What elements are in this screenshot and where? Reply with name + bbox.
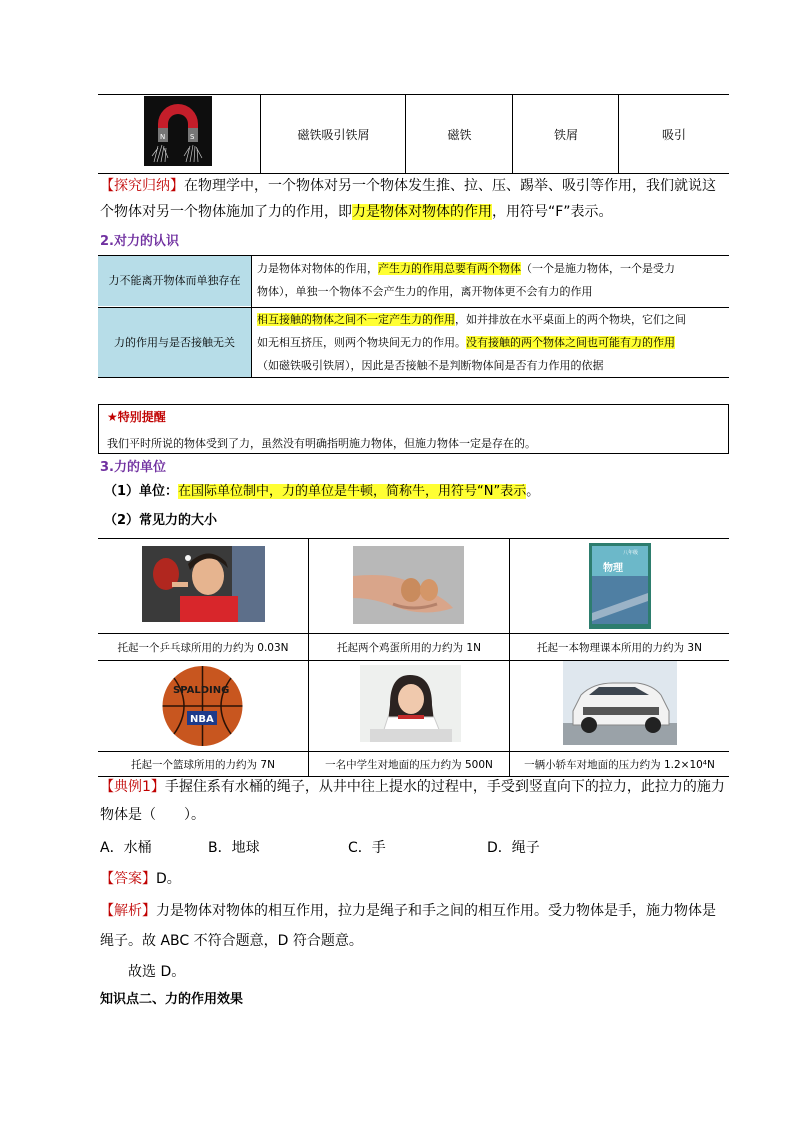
applier-cell: 磁铁 [405,95,513,173]
reminder-title: ★特别提醒 [107,410,166,424]
option-d: D．绳子 [487,840,540,856]
example-question-line1: 手握住系有水桶的绳子，从井中往上提水的过程中，手受到竖直向下的拉力，此拉力的施力 [164,779,725,795]
section-2-title: 2.对力的认识 [100,234,179,249]
concept-row2-label: 力的作用与是否接触无关 [98,308,251,377]
summary-paragraph [100,173,740,225]
answer-line [100,868,181,888]
example-tag: 【典例1】 [100,779,165,795]
concept-table [98,255,729,378]
force-caption-pingpong: 托起一个乒乓球所用的力约为 0.03N [117,641,289,654]
summary-line1: 在物理学中，一个物体对另一个物体发生推、拉、压、踢举、吸引等作用，我们就说这 [184,178,716,194]
magnet-image [144,96,212,166]
action-cell: 吸引 [618,95,729,173]
concept-col-divider [251,256,252,377]
summary-tag: 【探究归纳】 [100,178,184,194]
summary-line2-pre: 个物体对另一个物体施加了力的作用，即 [100,204,352,220]
answer-value: D。 [156,871,181,887]
section-3-title: 3.力的单位 [100,460,166,475]
unit-highlight: 在国际单位制中，力的单位是牛顿，简称牛，用符号“N”表示 [178,484,527,499]
option-c: C．手 [348,840,386,856]
row1-highlight: 产生力的作用总要有两个物体 [378,262,521,275]
row2-highlight1: 相互接触的物体之间不一定产生力的作用 [257,313,455,326]
student-writing-image [360,665,461,742]
row1-text-line2: 物体），单独一个物体不会产生力的作用，离开物体更不会有力的作用 [257,285,593,298]
example-question [100,773,740,829]
ball-league: NBA [190,714,214,725]
car-image [563,661,677,745]
row1-text-pre: 力是物体对物体的作用， [257,262,378,275]
unit-post: 。 [526,484,540,499]
option-b: B．地球 [208,840,260,856]
row1-text-post: （一个是施力物体，一个是受力 [521,262,675,275]
reminder-text: 我们平时所说的物体受到了力，虽然没有明确指明施力物体，但施力物体一定是存在的。 [107,437,536,450]
row2-highlight2: 没有接触的两个物体之间也可能有力的作用 [466,336,675,349]
summary-line2-post: ，用符号“F”表示。 [492,204,613,220]
force-caption-eggs: 托起两个鸡蛋所用的力约为 1N [337,641,481,654]
analysis-paragraph [100,896,740,956]
physics-textbook-image [589,543,651,629]
book-title: 物理 [603,563,623,574]
eggs-in-hand-image [353,546,464,624]
concept-row1-label: 力不能离开物体而单独存在 [98,256,251,306]
magnet-image-cell [98,95,260,173]
phenomenon-cell: 磁铁吸引铁屑 [260,95,406,173]
force-caption-basketball: 托起一个篮球所用的力约为 7N [131,758,275,771]
book-grade: 八年级 [623,550,639,556]
summary-highlight: 力是物体对物体的作用 [352,204,492,220]
concept-row1-text [257,257,727,303]
magnet-example-row [98,94,729,174]
basketball-image [159,663,246,749]
option-a: A．水桶 [100,840,152,856]
special-reminder-box [98,404,729,454]
receiver-cell: 铁屑 [512,95,619,173]
example-question-line2: 物体是（ ）。 [100,807,205,823]
analysis-line1: 力是物体对物体的相互作用，拉力是绳子和手之间的相互作用。受力物体是手，施力物体是 [156,903,716,919]
force-caption-car: 一辆小轿车对地面的压力约为 1.2×10⁴N [524,758,715,771]
force-caption-student: 一名中学生对地面的压力约为 500N [325,758,493,771]
north-pole-label: N [160,133,166,141]
next-section-title: 知识点二、力的作用效果 [100,992,244,1007]
table-tennis-image [142,546,265,622]
row2-text3: （如磁铁吸引铁屑），因此是否接触不是判断物体间是否有力作用的依据 [257,359,604,372]
row2-text1-post: ，如并排放在水平桌面上的两个物块，它们之间 [455,313,686,326]
answer-tag: 【答案】 [100,871,156,887]
conclusion: 故选 D。 [128,964,186,980]
ball-brand: SPALDING [173,685,230,696]
unit-line [104,481,539,503]
common-force-heading: （2）常见力的大小 [104,513,218,528]
analysis-tag: 【解析】 [100,903,156,919]
concept-row2-text [257,308,727,377]
analysis-line2: 绳子。故 ABC 不符合题意，D 符合题意。 [100,933,363,949]
force-examples-grid [98,538,729,777]
south-pole-label: S [190,133,195,141]
unit-label: （1）单位： [104,484,179,499]
row2-text2-pre: 如无相互挤压，则两个物块间无力的作用。 [257,336,466,349]
force-caption-textbook: 托起一本物理课本所用的力约为 3N [537,641,702,654]
